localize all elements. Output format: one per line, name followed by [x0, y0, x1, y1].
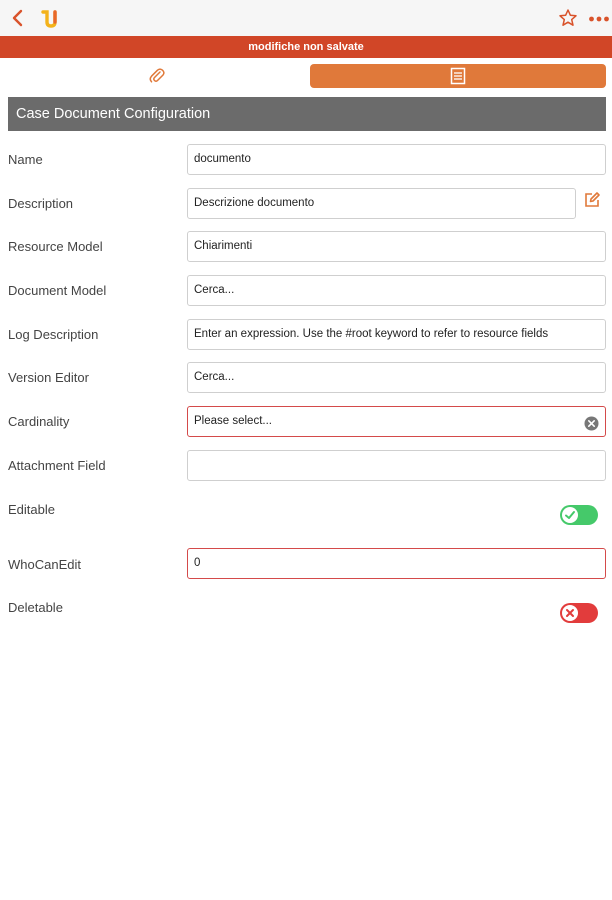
cardinality-label: Cardinality: [8, 414, 70, 429]
back-button[interactable]: [8, 8, 28, 28]
name-label: Name: [8, 152, 43, 167]
attachment-field-input[interactable]: [187, 450, 606, 481]
version-editor-label: Version Editor: [8, 370, 89, 385]
check-icon: [564, 509, 576, 521]
who-can-edit-input[interactable]: 0: [187, 548, 606, 579]
resource-model-input[interactable]: Chiarimenti: [187, 231, 606, 262]
editable-toggle[interactable]: [560, 505, 598, 525]
more-options-button[interactable]: [588, 12, 610, 24]
edit-description-button[interactable]: [583, 191, 601, 209]
chevron-left-icon: [8, 8, 28, 28]
cardinality-select[interactable]: [187, 406, 606, 437]
clear-cardinality-button[interactable]: [584, 414, 599, 429]
star-icon: [558, 8, 578, 28]
edit-icon: [583, 191, 601, 209]
favorite-button[interactable]: [558, 8, 578, 28]
document-model-input[interactable]: Cerca...: [187, 275, 606, 306]
editable-label: Editable: [8, 502, 55, 517]
attachment-field-label: Attachment Field: [8, 458, 106, 473]
document-icon: [450, 67, 466, 85]
toggle-knob: [562, 507, 578, 523]
more-icon: [588, 13, 610, 25]
resource-model-label: Resource Model: [8, 239, 103, 254]
section-title: Case Document Configuration: [8, 97, 606, 131]
x-icon: [564, 607, 576, 619]
tab-bar: [0, 62, 612, 90]
top-bar: [0, 0, 612, 36]
description-label: Description: [8, 196, 74, 211]
log-description-label: Log Description: [8, 327, 99, 342]
unsaved-changes-banner: modifiche non salvate: [0, 36, 612, 58]
description-input[interactable]: Descrizione documento: [187, 188, 576, 219]
tab-document[interactable]: [310, 64, 606, 88]
paperclip-icon: [148, 67, 166, 85]
cardinality-placeholder: Please select...: [194, 415, 272, 427]
deletable-toggle[interactable]: [560, 603, 598, 623]
clear-icon: [584, 416, 599, 431]
document-model-label: Document Model: [8, 283, 107, 298]
log-description-input[interactable]: Enter an expression. Use the #root keyword to refer to resource fields: [187, 319, 606, 350]
who-can-edit-label: WhoCanEdit: [8, 557, 81, 572]
tab-attachments[interactable]: [8, 64, 304, 88]
version-editor-input[interactable]: Cerca...: [187, 362, 606, 393]
toggle-knob: [562, 605, 578, 621]
name-input[interactable]: documento: [187, 144, 606, 175]
deletable-label: Deletable: [8, 600, 63, 615]
app-logo: [40, 8, 62, 30]
